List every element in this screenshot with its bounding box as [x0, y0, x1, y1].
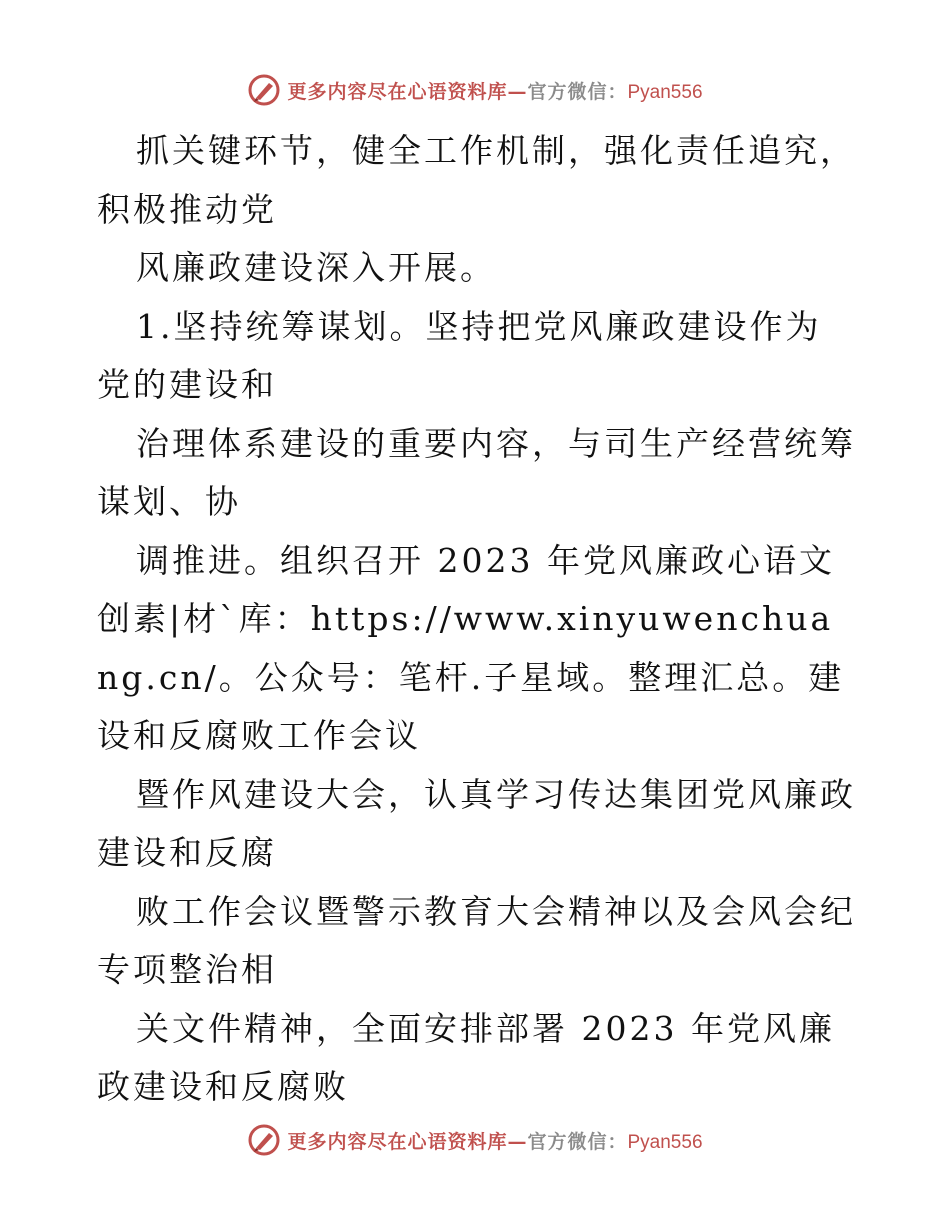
paragraph: 治理体系建设的重要内容，与司生产经营统筹谋划、协 [97, 423, 856, 521]
paragraph: 败工作会议暨警示教育大会精神以及会风会纪专项整治相 [97, 891, 856, 989]
document-body [97, 122, 857, 1117]
paragraph: 关文件精神，全面安排部署 2023 年党风廉政建设和反腐败 [97, 1008, 835, 1106]
paragraph: 风廉政建设深入开展。 [136, 248, 496, 287]
banner-main-text: 更多内容尽在心语资料库— [287, 1130, 528, 1153]
paragraph: 暨作风建设大会，认真学习传达集团党风廉政建设和反腐 [97, 774, 856, 872]
banner-main-text: 更多内容尽在心语资料库— [287, 80, 528, 103]
banner-wechat-label: 官方微信： [527, 80, 628, 103]
banner-wechat-id: Pyan556 [627, 81, 703, 103]
paragraph: 调推进。组织召开 2023 年党风廉政心语文创素|材`库：https://www.xinyuwenchuang.cn/。公众号：笔杆.子星域。整理汇总。建设和反腐败工作会议 [97, 540, 845, 755]
banner-wechat-id: Pyan556 [627, 1131, 703, 1153]
banner-text [287, 1127, 702, 1154]
footer-banner [0, 1120, 950, 1160]
banner-text [287, 77, 702, 104]
banner-wechat-label: 官方微信： [527, 1130, 628, 1153]
paragraph: 抓关键环节，健全工作机制，强化责任追究，积极推动党 [97, 131, 856, 229]
pen-logo-icon [247, 73, 281, 107]
pen-logo-icon [247, 1123, 281, 1157]
paragraph: 1.坚持统筹谋划。坚持把党风廉政建设作为党的建设和 [97, 306, 822, 404]
header-banner [0, 70, 950, 110]
